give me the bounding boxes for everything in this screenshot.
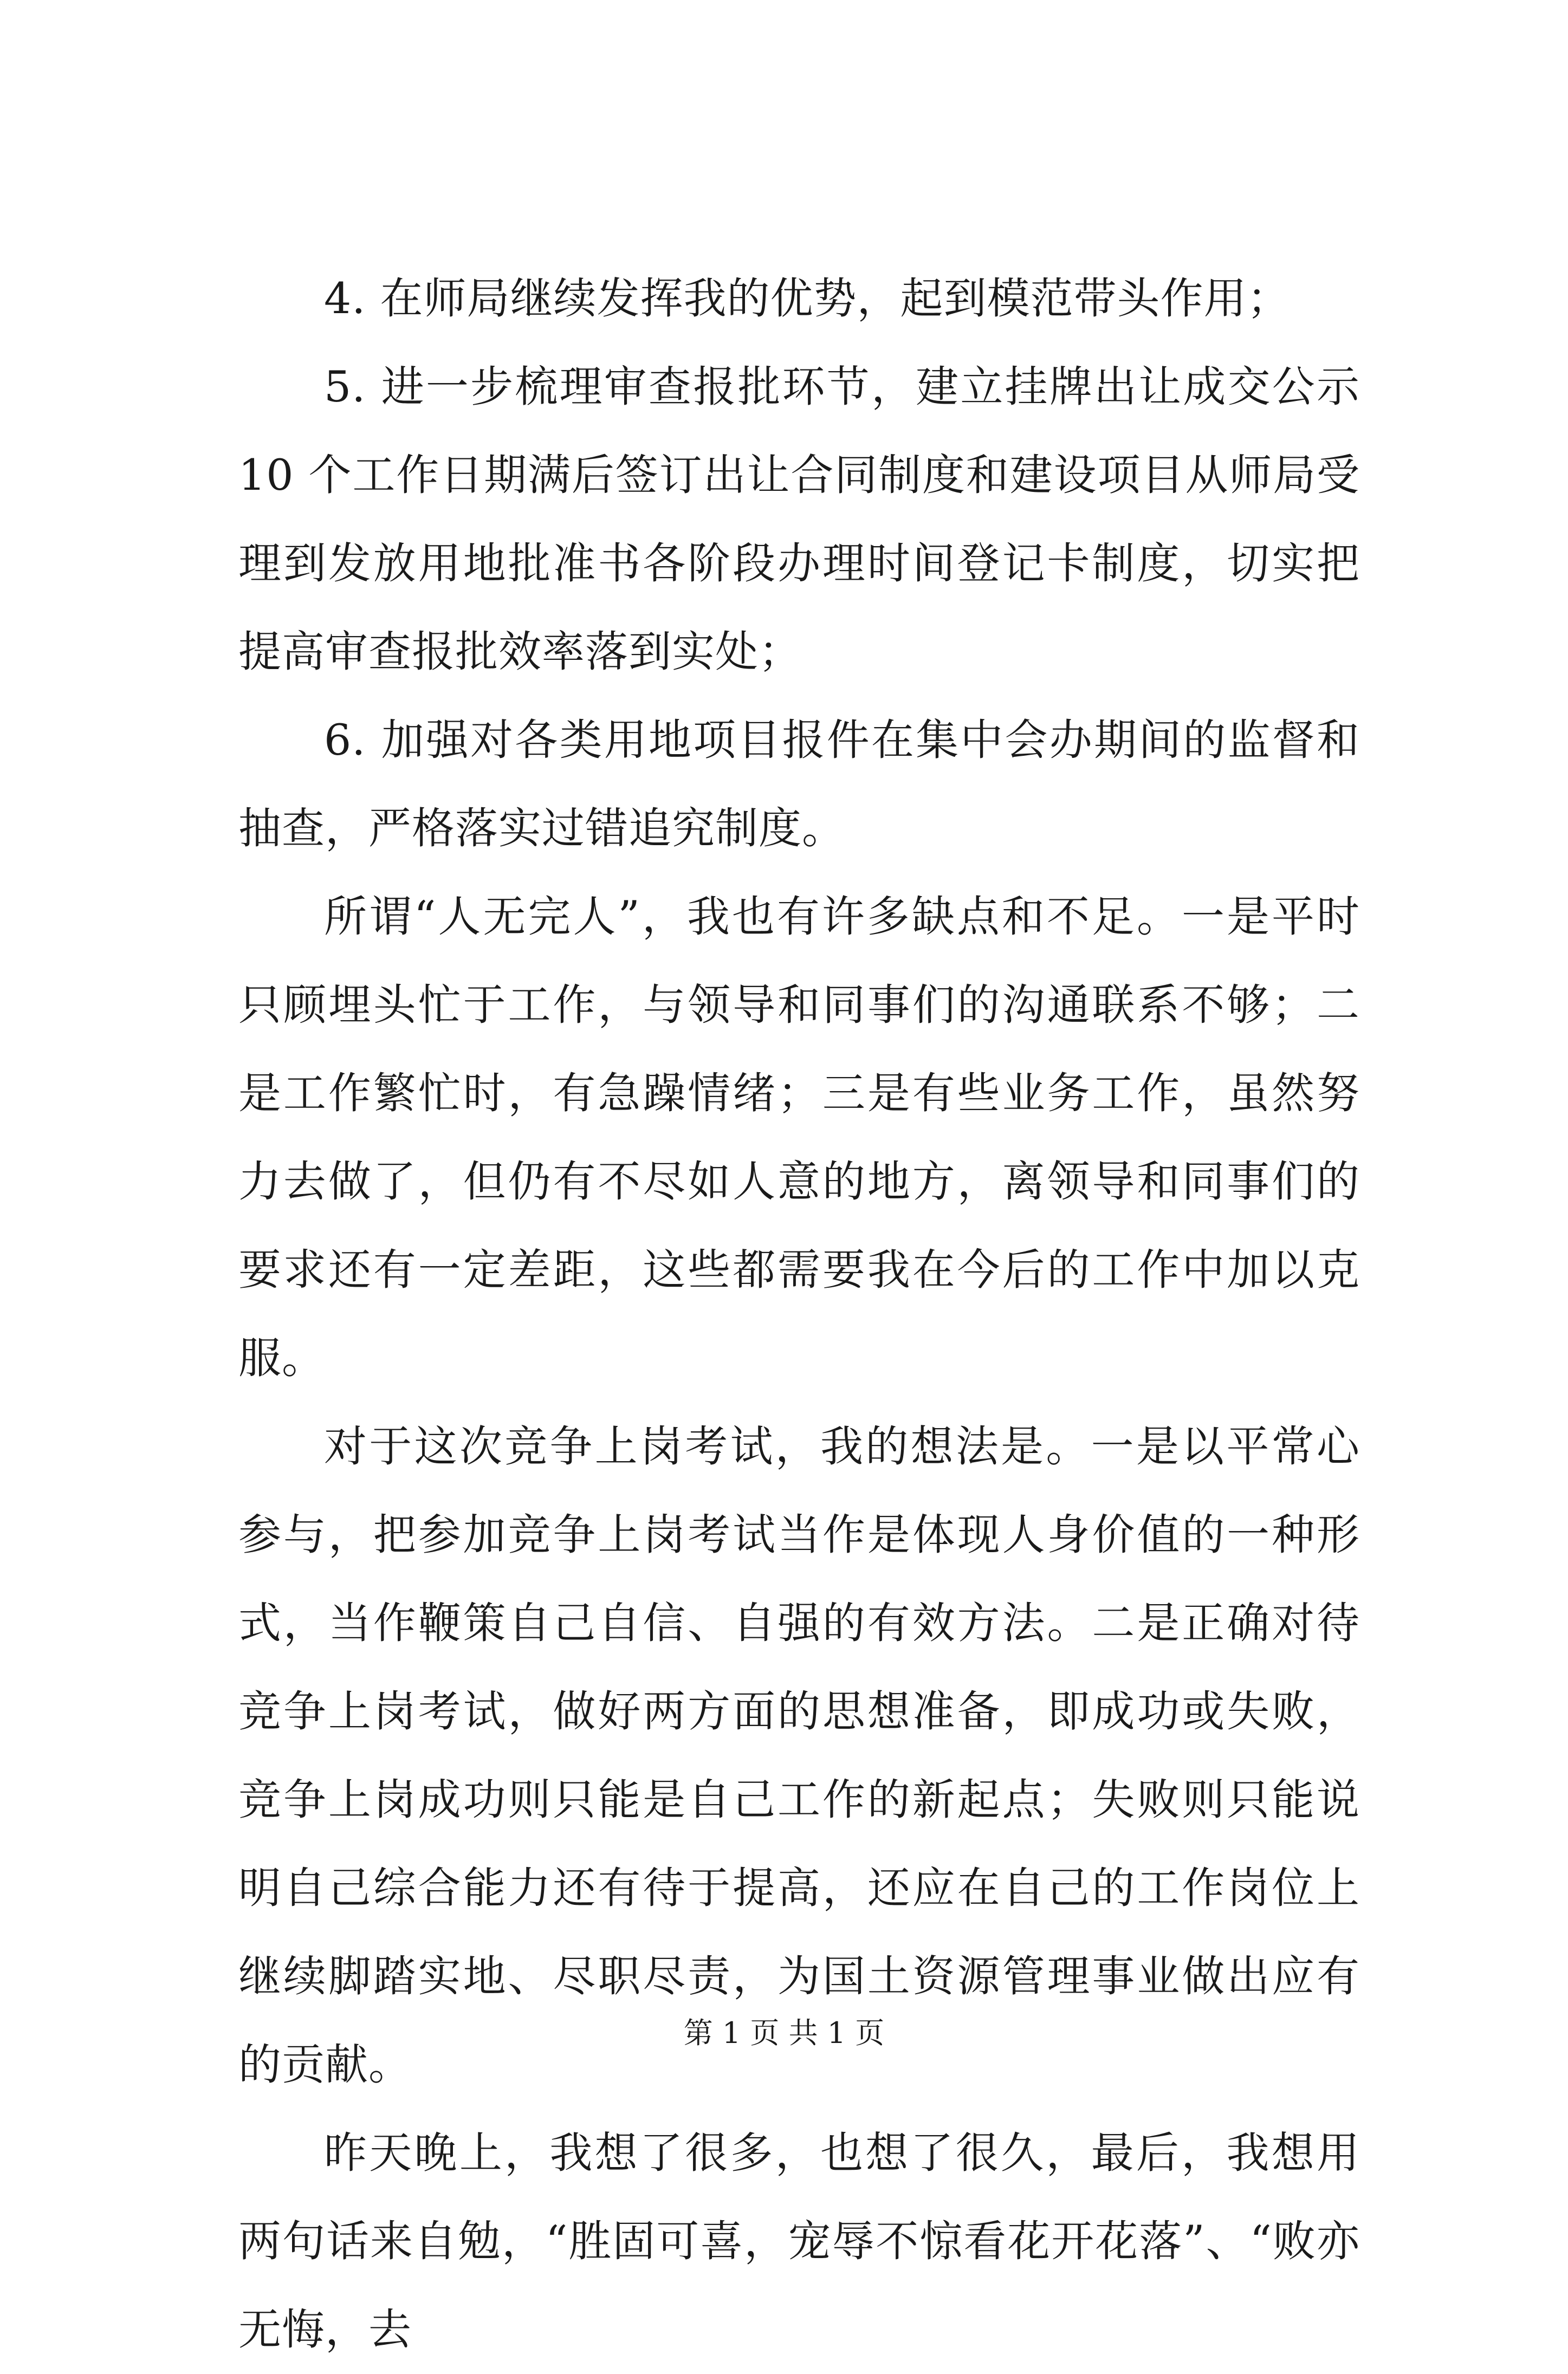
paragraph-item-6: 6. 加强对各类用地项目报件在集中会办期间的监督和抽查，严格落实过错追究制度。: [238, 715, 1360, 853]
document-body: [238, 255, 1360, 2374]
paragraph-item-4: 4. 在师局继续发挥我的优势，起到模范带头作用；: [324, 274, 1291, 323]
paragraph-shortcomings: 所谓“人无完人”，我也有许多缺点和不足。一是平时只顾埋头忙于工作，与领导和同事们的沟通联系不够；二是工作繁忙时，有急躁情绪；三是有些业务工作，虽然努力去做了，但仍有不尽如人意的地方，离领导和同事们的要求还有一定差距，这些都需要我在今后的工作中加以克服。: [238, 892, 1360, 1383]
paragraph-exam-thoughts: 对于这次竞争上岗考试，我的想法是。一是以平常心参与，把参加竞争上岗考试当作是体现人身价值的一种形式，当作鞭策自己自信、自强的有效方法。二是正确对待竞争上岗考试，做好两方面的思想准备，即成功或失败，竞争上岗成功则只能是自己工作的新起点；失败则只能说明自己综合能力还有待于提高，还应在自己的工作岗位上继续脚踏实地、尽职尽责，为国土资源管理事业做出应有的贡献。: [238, 1422, 1360, 2090]
paragraph-item-5: 5. 进一步梳理审查报批环节，建立挂牌出让成交公示 10 个工作日期满后签订出让合同制度和建设项目从师局受理到发放用地批准书各阶段办理时间登记卡制度，切实把提高审查报批效率落到实处；: [238, 362, 1360, 677]
paragraph-closing: 昨天晚上，我想了很多，也想了很久，最后，我想用两句话来自勉，“胜固可喜，宠辱不惊看花开花落”、“败亦无悔，去: [238, 2128, 1360, 2354]
page-footer: 第 1 页 共 1 页: [683, 2016, 885, 2050]
